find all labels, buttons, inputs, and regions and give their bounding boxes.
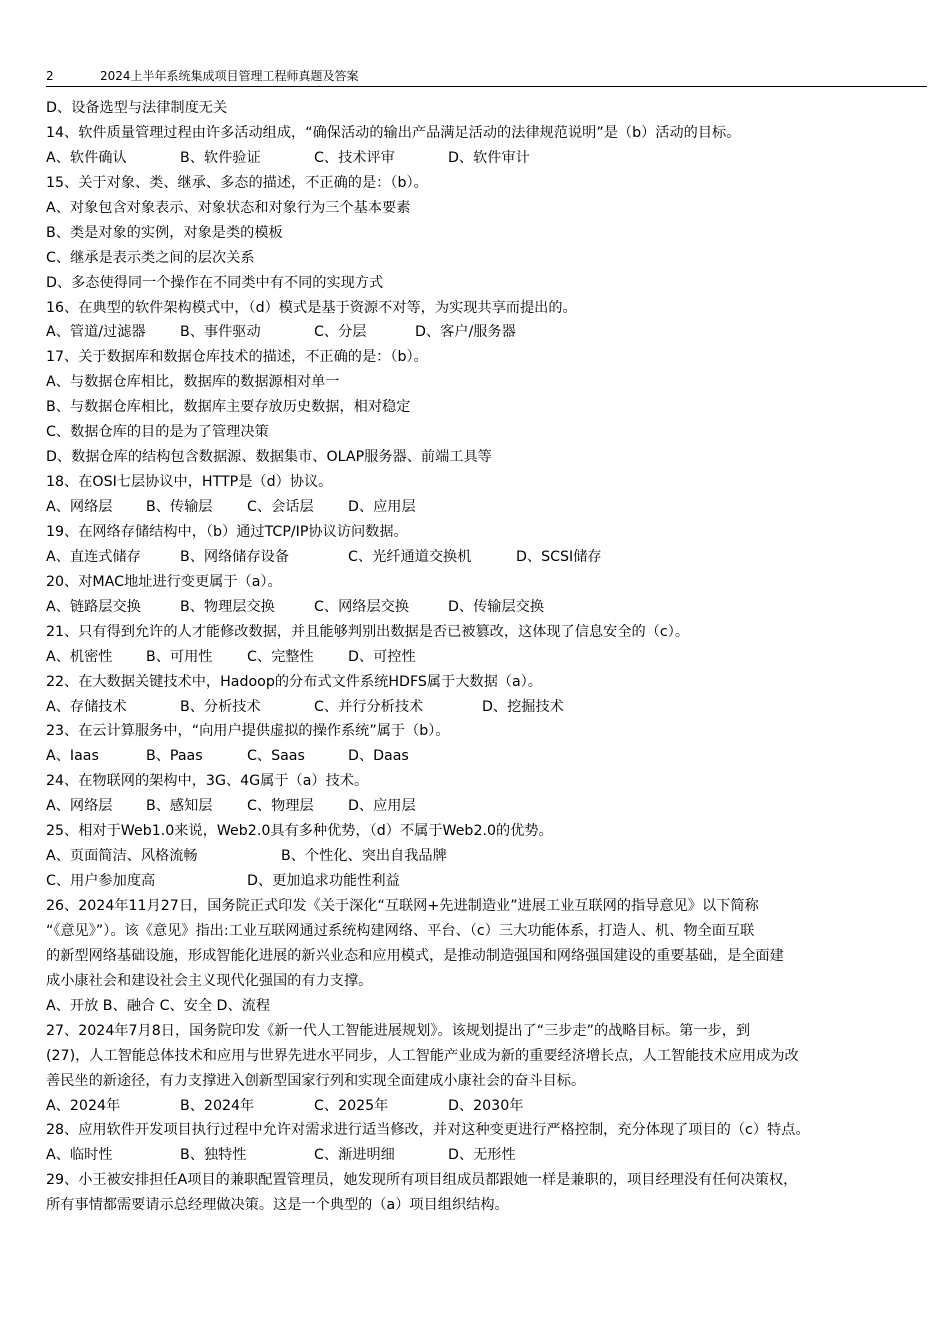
option-row	[46, 869, 930, 894]
option-text: A、Iaas	[46, 748, 99, 765]
text-line: 17、关于数据库和数据仓库技术的描述，不正确的是：（b）。	[46, 349, 428, 366]
text-line: 成小康社会和建设社会主义现代化强国的有力支撑。	[46, 972, 373, 989]
text-line: B、类是对象的实例，对象是类的模板	[46, 224, 283, 241]
option-text: A、管道/过滤器	[46, 324, 146, 341]
option-text: B、事件驱动	[180, 324, 261, 341]
option-row	[46, 146, 930, 171]
option-text: A、网络层	[46, 798, 113, 815]
option-text: B、软件验证	[180, 149, 261, 166]
option-text: A、链路层交换	[46, 598, 141, 615]
option-text: D、Daas	[348, 748, 409, 765]
option-text: D、更加追求功能性利益	[247, 873, 400, 890]
text-line: 27、2024年7月8日，国务院印发《新一代人工智能进展规划》。该规划提出了“三步走”的战略目标。第一步，到	[46, 1022, 751, 1039]
option-text: A、2024年	[46, 1097, 121, 1114]
option-row	[46, 645, 930, 670]
text-line: C、数据仓库的目的是为了管理决策	[46, 424, 269, 441]
option-text: C、2025年	[314, 1097, 389, 1114]
option-text: B、独特性	[180, 1147, 247, 1164]
text-line: (27)，人工智能总体技术和应用与世界先进水平同步，人工智能产业成为新的重要经济增长点，人工智能技术应用成为改	[46, 1047, 799, 1064]
text-line: C、继承是表示类之间的层次关系	[46, 249, 255, 266]
text-line: 25、相对于Web1.0来说，Web2.0具有多种优势，（d）不属于Web2.0的优势。	[46, 823, 553, 840]
option-text: B、分析技术	[180, 698, 261, 715]
option-row	[46, 794, 930, 819]
option-row	[46, 595, 930, 620]
option-text: C、完整性	[247, 648, 314, 665]
text-line: 的新型网络基础设施，形成智能化进展的新兴业态和应用模式，是推动制造强国和网络强国建设的重要基础，是全面建	[46, 947, 784, 964]
option-text: D、2030年	[448, 1097, 524, 1114]
option-text: A、页面简洁、风格流畅	[46, 848, 198, 865]
document-body	[46, 96, 930, 1218]
option-text: C、并行分析技术	[314, 698, 424, 715]
option-text: C、Saas	[247, 748, 305, 765]
option-text: A、临时性	[46, 1147, 113, 1164]
option-row	[46, 844, 930, 869]
option-text: C、渐进明细	[314, 1147, 395, 1164]
option-text: A、机密性	[46, 648, 113, 665]
option-text: C、技术评审	[314, 149, 395, 166]
option-text: A、软件确认	[46, 149, 127, 166]
text-line: D、数据仓库的结构包含数据源、数据集市、OLAP服务器、前端工具等	[46, 449, 492, 466]
text-line: 所有事情都需要请示总经理做决策。这是一个典型的（a）项目组织结构。	[46, 1197, 509, 1214]
option-text: B、网络储存设备	[180, 548, 290, 565]
option-text: D、软件审计	[448, 149, 530, 166]
text-line: 20、对MAC地址进行变更属于（a）。	[46, 573, 282, 590]
option-text: B、2024年	[180, 1097, 255, 1114]
option-text: D、客户/服务器	[415, 324, 516, 341]
text-line: D、设备选型与法律制度无关	[46, 100, 228, 116]
text-line: 26、2024年11月27日，国务院正式印发《关于深化“互联网+先进制造业”进展工业互联网的指导意见》以下简称	[46, 898, 759, 914]
option-text: C、物理层	[247, 798, 314, 815]
text-line: 善民坐的新途径，有力支撑进入创新型国家行列和实现全面建成小康社会的奋斗目标。	[46, 1072, 586, 1089]
text-line: 29、小王被安排担任A项目的兼职配置管理员，她发现所有项目组成员都跟她一样是兼职的，项目经理没有任何决策权，	[46, 1172, 798, 1189]
option-row	[46, 744, 930, 769]
option-text: B、Paas	[146, 748, 203, 765]
option-text: B、物理层交换	[180, 598, 275, 615]
option-row	[46, 495, 930, 520]
text-line: 15、关于对象、类、继承、多态的描述，不正确的是：（b）。	[46, 174, 428, 191]
text-line: 14、软件质量管理过程由许多活动组成，“确保活动的输出产品满足活动的法律规范说明”是（b）活动的目标。	[46, 124, 741, 141]
text-line: 19、在网络存储结构中，（b）通过TCP/IP协议访问数据。	[46, 523, 408, 540]
option-text: D、SCSI储存	[516, 548, 602, 565]
option-text: D、应用层	[348, 798, 416, 815]
option-row	[46, 320, 930, 345]
option-text: D、无形性	[448, 1147, 516, 1164]
text-line: 21、只有得到允许的人才能修改数据，并且能够判别出数据是否已被篡改，这体现了信息安全的（c）。	[46, 623, 690, 640]
text-line: 18、在OSI七层协议中，HTTP是（d）协议。	[46, 474, 333, 491]
page-number: 2	[46, 69, 54, 83]
option-text: B、传输层	[146, 499, 213, 515]
text-line: A、对象包含对象表示、对象状态和对象行为三个基本要素	[46, 199, 411, 216]
option-row	[46, 1143, 930, 1168]
text-line: A、开放 B、融合 C、安全 D、流程	[46, 997, 271, 1014]
option-text: B、个性化、突出自我品牌	[281, 848, 447, 865]
option-text: D、应用层	[348, 499, 416, 515]
document-title: 2024上半年系统集成项目管理工程师真题及答案	[100, 69, 359, 83]
page-header	[46, 66, 927, 87]
text-line: B、与数据仓库相比，数据库主要存放历史数据，相对稳定	[46, 399, 411, 416]
text-line: 23、在云计算服务中，“向用户提供虚拟的操作系统”属于（b）。	[46, 723, 450, 740]
option-text: D、可控性	[348, 648, 416, 665]
option-text: C、光纤通道交换机	[348, 548, 472, 565]
text-line: 16、在典型的软件架构模式中，（d）模式是基于资源不对等，为实现共享而提出的。	[46, 299, 577, 316]
text-line: A、与数据仓库相比，数据库的数据源相对单一	[46, 374, 340, 391]
option-text: C、网络层交换	[314, 598, 410, 615]
text-line: “《意见》”）。该《意见》指出:工业互联网通过系统构建网络、平台、（c）三大功能体系，打造人、机、物全面互联	[46, 922, 755, 939]
option-text: D、传输层交换	[448, 598, 545, 615]
option-row	[46, 545, 930, 570]
text-line: 24、在物联网的架构中，3G、4G属于（a）技术。	[46, 773, 369, 790]
text-line: D、多态使得同一个操作在不同类中有不同的实现方式	[46, 274, 384, 291]
text-line: 28、应用软件开发项目执行过程中允许对需求进行适当修改，并对这种变更进行严格控制，充分体现了项目的（c）特点。	[46, 1122, 810, 1139]
option-row	[46, 695, 930, 720]
option-row	[46, 1094, 930, 1119]
option-text: C、用户参加度高	[46, 873, 156, 890]
option-text: D、挖掘技术	[482, 698, 564, 715]
option-text: B、感知层	[146, 798, 213, 815]
text-line: 22、在大数据关键技术中，Hadoop的分布式文件系统HDFS属于大数据（a）。	[46, 673, 542, 690]
option-text: A、存储技术	[46, 698, 127, 715]
option-text: A、直连式储存	[46, 548, 141, 565]
option-text: A、网络层	[46, 499, 113, 515]
option-text: C、会话层	[247, 499, 314, 515]
option-text: B、可用性	[146, 648, 213, 665]
option-text: C、分层	[314, 324, 367, 341]
